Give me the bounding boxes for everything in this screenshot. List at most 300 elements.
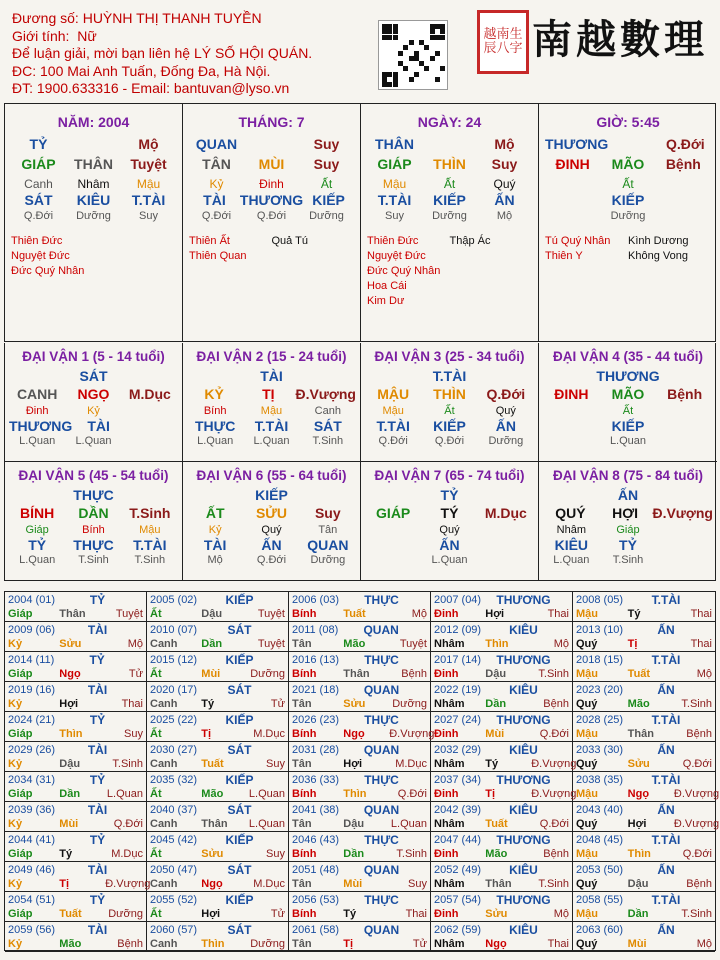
luck-hidden-stems-cell (478, 523, 534, 538)
spacer (282, 743, 285, 757)
year-branch: Mùi (627, 938, 647, 950)
year-stem: Ất (150, 848, 162, 860)
year-cell-bottom (434, 817, 569, 831)
luck-stem-branch-cell: M.Dục (128, 386, 171, 402)
spacer (424, 803, 427, 817)
year-cell-bottom (150, 757, 285, 771)
year-stem: Mậu (576, 908, 598, 920)
year-cell-bottom (8, 697, 143, 711)
year-branch: Dậu (485, 668, 507, 680)
year-label: 2061 (58) (292, 924, 340, 936)
luck-hidden-stems (9, 404, 178, 419)
year-god: KIẾP (225, 893, 254, 907)
year-stem: Quý (576, 938, 598, 950)
year-branch: Tuất (485, 818, 508, 830)
pillar-hidden-stems-cell: Đinh (259, 177, 284, 191)
luck-hidden-gods-cell: ẤN (495, 418, 516, 434)
luck-hidden-gods-cell: SÁT (313, 418, 342, 434)
pillar-hidden-gods (367, 192, 532, 208)
pillar-column (539, 104, 717, 341)
year-cell-bottom (434, 787, 577, 801)
year-label: 2026 (23) (292, 714, 340, 726)
year-cell (573, 622, 715, 652)
year-stem: Bính (292, 908, 317, 920)
year-cell-top (292, 863, 427, 877)
year-label: 2058 (55) (576, 894, 624, 906)
year-phase: M.Dục (253, 728, 285, 740)
star-item: Kim Dư (367, 295, 405, 307)
year-branch: Tý (59, 848, 73, 860)
year-phase: Thai (547, 938, 569, 950)
year-stem: Quý (576, 878, 598, 890)
luck-stem-branch (365, 506, 534, 521)
spacer (566, 863, 569, 877)
year-cell (5, 832, 147, 862)
year-cell-top (576, 623, 712, 637)
year-cell-top (150, 623, 285, 637)
year-cell (573, 742, 715, 772)
year-stem: Giáp (8, 848, 33, 860)
pillar-hidden-gods-cell: TÀI (203, 192, 226, 208)
luck-hidden-phase (543, 434, 713, 449)
luck-stem-branch-cell: QUÝ (555, 505, 586, 521)
spacer (566, 713, 569, 727)
year-cell (289, 712, 435, 742)
year-cell-bottom (292, 757, 427, 771)
luck-hidden-gods-cell: KIÊU (554, 537, 589, 553)
year-phase: T.Sinh (396, 848, 427, 860)
pillar-hidden-stems (189, 176, 354, 192)
year-cell-bottom (150, 607, 285, 621)
year-god: QUAN (363, 923, 400, 937)
year-cell (289, 592, 431, 622)
pillar-hidden-stems-cell (545, 176, 600, 192)
year-label: 2033 (30) (576, 744, 624, 756)
pillar-hidden-gods-cell: THƯƠNG (239, 192, 304, 208)
spacer (566, 653, 569, 667)
year-cell-top (434, 623, 569, 637)
year-cell-bottom (292, 817, 427, 831)
luck-hidden-phase (9, 434, 178, 449)
year-cell-top (434, 773, 569, 787)
year-cell-bottom (150, 907, 285, 921)
year-cell-top (576, 923, 712, 937)
year-label: 2047 (44) (434, 834, 482, 846)
year-stem: Đinh (434, 728, 459, 740)
year-cell-top (150, 923, 285, 937)
year-phase: Q.Đới (682, 848, 712, 860)
luck-top-god (543, 369, 713, 384)
year-stem: Ất (150, 908, 162, 920)
year-branch: Mão (343, 638, 366, 650)
luck-hidden-stems-cell: Mậu (260, 405, 283, 417)
pillar-stars (11, 234, 176, 279)
year-cell-top (292, 833, 427, 847)
year-god: TÀI (87, 803, 108, 817)
pillar-hidden-stems-cell (656, 176, 711, 192)
pillar-hidden-stems-cell: Nhâm (77, 177, 110, 191)
year-cell-top (434, 683, 569, 697)
year-cell (289, 892, 431, 922)
year-cell-top (8, 653, 143, 667)
spacer (140, 623, 143, 637)
pillar-stem-branch-cell: MÙI (258, 156, 285, 172)
year-label: 2053 (50) (576, 864, 624, 876)
pillar-top-god-cell: THÂN (375, 136, 414, 152)
year-branch: Ngọ (485, 938, 507, 950)
year-cell-top (576, 683, 712, 697)
spacer (424, 743, 427, 757)
spacer (424, 713, 427, 727)
luck-hidden-gods-cell: TỶ (28, 537, 47, 553)
year-cell-top (8, 593, 143, 607)
year-label: 2020 (17) (150, 684, 198, 696)
luck-top-god-cell: KIẾP (255, 487, 288, 503)
luck-hidden-phase-cell: L.Quan (609, 435, 647, 447)
pillar-hidden-phase-cell (656, 208, 711, 224)
year-phase: Đ.Vượng (389, 728, 435, 740)
year-cell (147, 862, 289, 892)
year-cell-top (292, 653, 427, 667)
year-branch: Thìn (59, 728, 83, 740)
pillar-stars-left (189, 234, 272, 264)
star-item: Nguyệt Đức (11, 250, 70, 262)
seal-text: 越南生辰八字 (483, 27, 523, 56)
year-label: 2011 (08) (292, 624, 339, 636)
year-cell (573, 712, 715, 742)
year-phase: Thai (405, 908, 427, 920)
year-stem: Đinh (434, 908, 459, 920)
luck-heading: ĐẠI VẬN 3 (25 - 34 tuổi) (374, 349, 525, 364)
luck-hidden-stems-cell: Tân (318, 524, 338, 536)
year-stem: Giáp (8, 728, 33, 740)
year-cell-top (292, 713, 427, 727)
year-branch: Tị (343, 938, 354, 950)
year-cell-top (292, 773, 427, 787)
year-cell-bottom (434, 727, 569, 741)
pillar-top-god-cell: Mộ (138, 136, 159, 152)
luck-hidden-stems-cell: Nhâm (556, 524, 586, 536)
year-cell (573, 592, 715, 622)
year-label: 2050 (47) (150, 864, 198, 876)
spacer (566, 923, 569, 937)
luck-hidden-stems-cell (543, 404, 600, 419)
year-phase: Suy (266, 848, 285, 860)
year-cell-bottom (8, 667, 143, 681)
pillar-column (361, 104, 539, 341)
year-god: TỶ (89, 893, 106, 907)
luck-hidden-phase-cell: L.Quan (75, 435, 112, 447)
year-cell-top (434, 893, 569, 907)
luck-hidden-gods-cell: KIẾP (433, 418, 466, 434)
header-gender-line: Giới tính: Nữ (12, 27, 97, 44)
luck-stem-branch-cell: MÃO (611, 386, 645, 402)
spacer (709, 743, 712, 757)
header-info (12, 10, 312, 98)
pillar-hidden-phase-cell: Dưỡng (76, 210, 111, 222)
year-god: THƯƠNG (496, 653, 551, 667)
header-contact-line: Để luận giải, mời bạn liên hệ LÝ SỐ HỘI QUÁN. (12, 45, 313, 61)
luck-hidden-gods (365, 419, 534, 434)
year-cell (147, 772, 289, 802)
qr-code[interactable] (378, 20, 448, 90)
luck-heading: ĐẠI VẬN 7 (65 - 74 tuổi) (374, 468, 525, 483)
pillar-hidden-gods-cell: ẤN (494, 192, 515, 208)
luck-hidden-phase-cell: L.Quan (19, 435, 56, 447)
year-cell-bottom (576, 787, 720, 801)
pillar-hidden-stems-cell: Mậu (136, 177, 161, 191)
year-god: THỰC (364, 593, 399, 607)
year-cell (431, 652, 573, 682)
year-stem: Mậu (576, 788, 598, 800)
luck-stem-branch-cell: MẬU (377, 386, 410, 402)
year-label: 2051 (48) (292, 864, 340, 876)
year-god: KIẾP (225, 713, 254, 727)
pillar-top-god (11, 136, 176, 152)
luck-period (361, 343, 539, 462)
year-cell-bottom (292, 937, 427, 951)
year-cell (431, 922, 573, 952)
star-item: Đức Quý Nhân (367, 265, 441, 277)
year-branch: Hợi (343, 758, 363, 770)
luck-heading: ĐẠI VẬN 6 (55 - 64 tuổi) (196, 468, 347, 483)
luck-hidden-gods (187, 419, 356, 434)
spacer (140, 653, 143, 667)
year-cell (147, 622, 289, 652)
luck-hidden-gods-cell (656, 538, 713, 553)
year-label: 2019 (16) (8, 684, 56, 696)
luck-hidden-gods-cell: TỶ (619, 537, 637, 553)
luck-hidden-phase-cell (656, 434, 713, 449)
year-cell (431, 592, 573, 622)
year-stem: Đinh (434, 788, 459, 800)
year-cell-bottom (576, 817, 720, 831)
year-phase: Tử (128, 668, 143, 680)
year-cell-top (292, 743, 427, 757)
pillar-hidden-phase (11, 208, 176, 224)
year-branch: Mùi (201, 668, 221, 680)
year-stem: Quý (576, 818, 598, 830)
luck-hidden-phase-cell: L.Quan (197, 435, 234, 447)
year-cell-bottom (8, 817, 143, 831)
year-phase: Q.Đới (682, 758, 712, 770)
year-cell-top (150, 743, 285, 757)
year-cell-bottom (292, 787, 427, 801)
year-phase: T.Sinh (681, 908, 712, 920)
pillar-stem-branch-cell: GIÁP (377, 156, 412, 172)
year-label: 2060 (57) (150, 924, 198, 936)
year-god: QUAN (363, 743, 400, 757)
luck-hidden-phase-cell: T.Sinh (78, 554, 109, 566)
year-phase: Bệnh (543, 698, 569, 710)
year-god: THƯƠNG (496, 593, 551, 607)
year-cell-top (8, 623, 143, 637)
pillar-top-god (189, 136, 354, 152)
spacer (140, 743, 143, 757)
year-cell-bottom (150, 937, 285, 951)
year-phase: Suy (266, 758, 285, 770)
year-branch: Tị (59, 878, 70, 890)
pillar-top-god-cell: Suy (313, 136, 340, 152)
spacer (566, 893, 569, 907)
year-branch: Ngọ (627, 788, 650, 800)
pillar-hidden-stems-cell: Kỷ (209, 177, 224, 191)
year-stem: Nhâm (434, 938, 465, 950)
luck-hidden-gods-cell (365, 538, 421, 553)
pillar-stars-right (450, 234, 533, 309)
year-branch: Thân (201, 818, 228, 830)
luck-hidden-stems-cell (122, 404, 178, 419)
year-label: 2005 (02) (150, 594, 198, 606)
year-stem: Canh (150, 878, 178, 890)
year-god: KIẾP (225, 653, 254, 667)
year-branch: Mão (627, 698, 650, 710)
luck-hidden-gods-cell: THỰC (73, 537, 114, 553)
year-god: SÁT (227, 743, 252, 757)
luck-period (361, 462, 539, 581)
pillar-hidden-stems-cell: Ất (443, 177, 456, 191)
spacer (424, 923, 427, 937)
luck-hidden-stems-cell: Bính (203, 405, 227, 417)
year-label: 2025 (22) (150, 714, 198, 726)
year-cell-top (150, 863, 285, 877)
year-cell-top (8, 833, 143, 847)
luck-period (183, 462, 361, 581)
year-phase: Bệnh (686, 728, 712, 740)
year-cell (147, 742, 289, 772)
pillar-top-god (545, 136, 711, 152)
spacer (709, 713, 712, 727)
pillar-column (5, 104, 183, 341)
year-branch: Tý (485, 758, 499, 770)
year-cell-bottom (292, 607, 427, 621)
year-branch: Tý (201, 698, 215, 710)
pillar-hidden-gods-cell (656, 192, 711, 208)
luck-hidden-stems-cell: Quý (439, 524, 460, 536)
pillar-hidden-gods-cell: KIẾP (312, 192, 345, 208)
year-cell-top (8, 923, 143, 937)
luck-hidden-phase-cell (122, 434, 178, 449)
year-god: KIÊU (509, 743, 538, 757)
year-branch: Thân (59, 608, 86, 620)
year-cell-bottom (292, 667, 427, 681)
star-item: Thiên Quan (189, 250, 247, 262)
year-phase: Suy (408, 878, 427, 890)
year-stem: Đinh (434, 608, 459, 620)
luck-hidden-gods-cell: ẤN (261, 537, 282, 553)
luck-hidden-phase-cell: Dưỡng (488, 435, 524, 447)
pillar-hidden-phase-cell: Dưỡng (432, 210, 467, 222)
spacer (709, 683, 712, 697)
year-cell-top (150, 833, 285, 847)
year-phase: M.Dục (395, 758, 427, 770)
year-god: QUAN (363, 683, 400, 697)
pillar-hidden-gods-cell: KIẾP (433, 192, 466, 208)
year-cell-top (8, 773, 143, 787)
year-god: KIẾP (225, 593, 254, 607)
year-god: ẤN (657, 683, 675, 697)
year-cell-top (8, 803, 143, 817)
luck-hidden-stems-cell: Quý (261, 524, 282, 536)
pillar-stem-branch-cell: TÂN (202, 156, 231, 172)
year-label: 2059 (56) (8, 924, 56, 936)
year-branch: Thân (485, 878, 512, 890)
pillar-stem-branch (189, 156, 354, 172)
year-branch: Sửu (59, 638, 82, 650)
year-cell (147, 832, 289, 862)
luck-top-god-cell: TỶ (440, 487, 459, 503)
spacer (424, 893, 427, 907)
year-label: 2024 (21) (8, 714, 56, 726)
star-item: Kình Dương (628, 235, 689, 247)
pillar-hidden-stems-cell: Ất (622, 177, 634, 191)
year-phase: Q.Đới (539, 818, 569, 830)
year-label: 2041 (38) (292, 804, 340, 816)
year-stem: Canh (150, 698, 178, 710)
year-label: 2046 (43) (292, 834, 340, 846)
year-phase: Đ.Vượng (673, 788, 720, 800)
year-phase: Suy (124, 728, 143, 740)
year-cell (289, 772, 431, 802)
year-phase: Tử (270, 908, 285, 920)
luck-hidden-stems-cell: Kỷ (87, 405, 100, 417)
pillar-stem-branch-cell: MÃO (611, 156, 645, 172)
pillar-top-god-cell (244, 136, 299, 152)
year-cell-bottom (434, 847, 569, 861)
year-label: 2015 (12) (150, 654, 198, 666)
luck-hidden-gods-cell: T.TÀI (376, 418, 410, 434)
pillar-hidden-phase-cell: Q.Đới (256, 210, 287, 222)
year-cell-bottom (434, 667, 569, 681)
year-branch: Thìn (201, 938, 225, 950)
pillar-top-god-cell: THƯƠNG (545, 136, 609, 152)
spacer (424, 593, 427, 607)
luck-stem-branch-cell: BÍNH (20, 505, 55, 521)
luck-hidden-stems-cell: Ất (622, 405, 634, 417)
year-phase: T.Sinh (112, 758, 143, 770)
year-phase: Tử (412, 938, 427, 950)
year-branch: Thìn (485, 638, 509, 650)
year-cell (5, 682, 147, 712)
spacer (140, 923, 143, 937)
pillar-hidden-gods-cell: KIẾP (611, 192, 645, 208)
luck-period (183, 343, 361, 462)
year-cell-bottom (150, 667, 285, 681)
year-stem: Bính (292, 728, 317, 740)
year-branch: Dần (485, 698, 507, 710)
spacer (282, 593, 285, 607)
year-god: QUAN (363, 863, 400, 877)
year-cell-top (576, 593, 712, 607)
year-stem: Nhâm (434, 758, 465, 770)
year-stem: Quý (576, 638, 598, 650)
year-cell (5, 772, 147, 802)
luck-top-god-cell: SÁT (79, 368, 108, 384)
luck-hidden-gods (187, 538, 356, 553)
luck-hidden-stems (9, 523, 178, 538)
luck-stem-branch (543, 506, 713, 521)
star-item: Nguyệt Đức (367, 250, 426, 262)
year-label: 2016 (13) (292, 654, 340, 666)
year-stem: Nhâm (434, 638, 465, 650)
luck-stem-branch-cell: GIÁP (376, 505, 411, 521)
pillar-heading: NGÀY: 24 (417, 114, 482, 130)
year-god: ẤN (657, 863, 675, 877)
spacer (140, 683, 143, 697)
year-cell-bottom (150, 877, 285, 891)
spacer (566, 743, 569, 757)
luck-hidden-stems-cell (656, 523, 713, 538)
